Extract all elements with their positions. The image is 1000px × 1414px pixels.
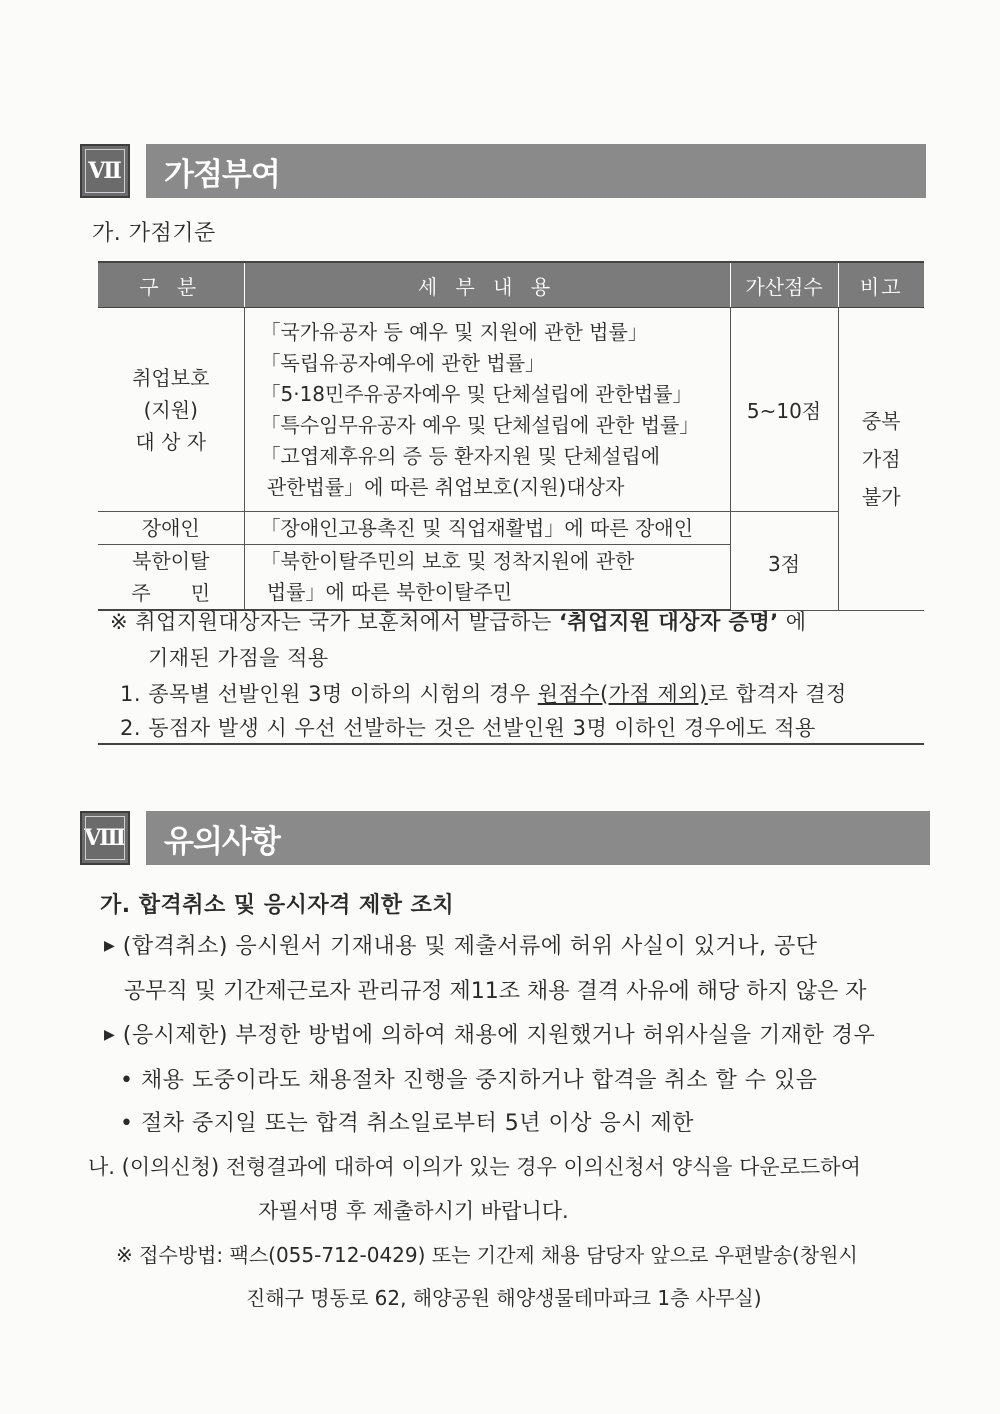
section-8-subheading-b: 나. (이의신청) 전형결과에 대하여 이의가 있는 경우 이의신청서 양식을 다운로드하여 <box>88 1155 861 1179</box>
dot-bullet-icon: • <box>120 1068 134 1093</box>
table-row <box>98 512 924 545</box>
triangle-bullet-icon: ▶ <box>104 938 116 954</box>
points-cell: 5~10점 <box>730 308 838 512</box>
table-header-row <box>98 262 924 308</box>
header-category: 구 분 <box>98 262 244 308</box>
dot-item-1: • 채용 도중이라도 채용절차 진행을 중지하거나 합격을 취소 할 수 있음 <box>120 1068 818 1093</box>
rule-item-1: 1. 종목별 선발인원 3명 이하의 시험의 경우 원점수(가점 제외)로 합격자 결정 <box>120 682 847 706</box>
triangle-bullet-icon: ▶ <box>104 1027 116 1043</box>
section-7-subheading: 가. 가점기준 <box>92 221 216 246</box>
section-8-subheading-b-cont: 자필서명 후 제출하시기 바랍니다. <box>258 1199 569 1223</box>
details-cell: 「장애인고용촉진 및 직업재활법」에 따른 장애인 <box>244 512 730 545</box>
bullet-item-cancellation-cont: 공무직 및 기간제근로자 관리규정 제11조 채용 결격 사유에 해당 하지 않은 자 <box>124 979 867 1004</box>
details-cell: 「북한이탈주민의 보호 및 정착지원에 관한 법률」에 따른 북한이탈주민 <box>244 545 730 611</box>
points-cell: 3점 <box>730 512 838 611</box>
bullet-item-cancellation: ▶ (합격취소) 응시원서 기재내용 및 제출서류에 허위 사실이 있거나, 공단 <box>104 934 818 959</box>
section-7-bottom-rule <box>98 743 924 745</box>
remark-cell: 중복 가점 불가 <box>838 308 924 611</box>
raw-score-text: 원점수(가점 제외) <box>537 682 708 706</box>
category-cell: 취업보호 (지원) 대 상 자 <box>98 308 244 512</box>
category-cell: 북한이탈 주 민 <box>98 545 244 611</box>
rule-item-2: 2. 동점자 발생 시 우선 선발하는 것은 선발인원 3명 이하인 경우에도 적용 <box>120 716 816 740</box>
receipt-method-line-1: ※ 접수방법: 팩스(055-712-0429) 또는 기간제 채용 담당자 앞으로 우편발송(창원시 <box>116 1243 858 1267</box>
header-points: 가산점수 <box>730 262 838 308</box>
table-row <box>98 308 924 512</box>
dot-item-2: • 절차 중지일 또는 합격 취소일로부터 5년 이상 응시 제한 <box>120 1111 694 1136</box>
header-remark: 비고 <box>838 262 924 308</box>
receipt-method-line-2: 진해구 명동로 62, 해양공원 해양생물테마파크 1층 사무실) <box>246 1286 762 1310</box>
section-7-number: Ⅶ <box>80 144 130 198</box>
header-details: 세 부 내 용 <box>244 262 730 308</box>
dot-bullet-icon: • <box>120 1111 134 1136</box>
details-cell: 「국가유공자 등 예우 및 지원에 관한 법률」 「독립유공자예우에 관한 법률」 「5·18민주유공자예우 및 단체설립에 관한법률」 「특수임무유공자 예우 및 단체설립에 관한 법률」 「고엽제후유의 증 등 환자지원 및 단체설립에 관한법률」에 따른 취업보호(지원)대상자 <box>244 308 730 512</box>
note-symbol: ※ <box>110 610 129 634</box>
certificate-name: ‘취업지원 대상자 증명’ <box>558 610 779 634</box>
section-8-title: 유의사항 <box>146 811 930 865</box>
bullet-item-restriction: ▶ (응시제한) 부정한 방법에 의하여 채용에 지원했거나 허위사실을 기재한 경우 <box>104 1023 876 1048</box>
section-8-number: Ⅷ <box>80 811 130 865</box>
section-8-subheading-a: 가. 합격취소 및 응시자격 제한 조치 <box>100 893 455 918</box>
category-cell: 장애인 <box>98 512 244 545</box>
note-symbol: ※ <box>116 1243 133 1267</box>
note-line-1: ※ 취업지원대상자는 국가 보훈처에서 발급하는 ‘취업지원 대상자 증명’ 에 <box>110 610 807 634</box>
note-line-2: 기재된 가점을 적용 <box>148 646 329 670</box>
section-7-title: 가점부여 <box>146 144 926 198</box>
bonus-criteria-table <box>98 261 924 611</box>
